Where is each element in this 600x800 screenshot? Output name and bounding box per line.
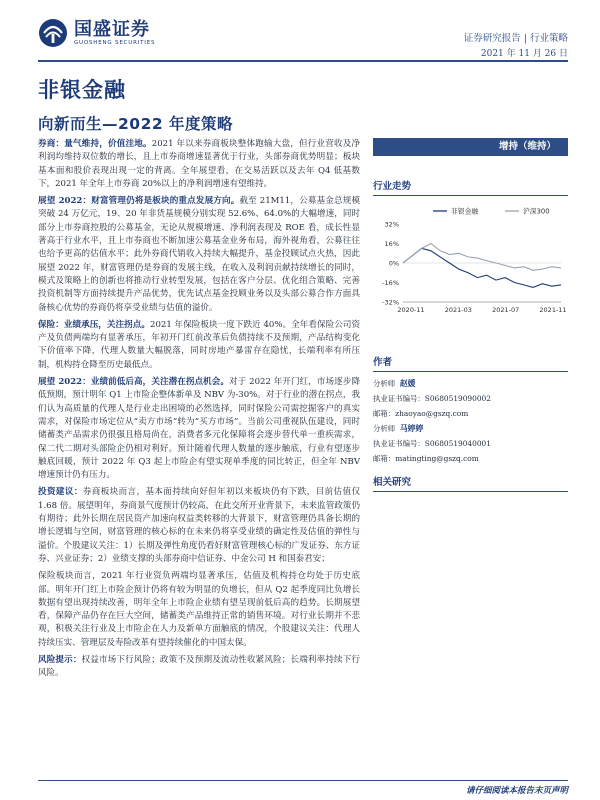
email-label: 邮箱： [373, 409, 396, 418]
license-label: 执业证书编号： [373, 439, 425, 448]
y-tick-label: 0% [388, 259, 399, 268]
author-heading: 作者 [373, 354, 568, 372]
report-header [0, 0, 600, 62]
paragraph-risk [38, 654, 360, 681]
author-role: 分析师 [373, 424, 396, 433]
footer-disclaimer: 请仔细阅读本报告末页声明 [465, 786, 568, 796]
paragraph-text: 对于 2022 年开门红，市场逐步降低预期，预计明年 Q1 上市险企整体新单及 NBV 为-30%。对于行业的潜在拐点，我们认为高质量的代理人是行业走出困境的必然选择，同时保险公司需挖掘客户的真实需求，对保险市场定位从“卖方市场”转为“买方市场”。当前公司重视队伍建设，同时储蓄类产品需求仍很强且格局尚在，消费者多元化保障将会逐步替代单一重疾需求，保二代二期对头部险企仍相对利好。预计随着代理人数量的逐步触底，行业有望逐步触底回暖，预计 2022 年 Q3 起上市险企有望实现单季度的同比转正，但全年 NBV 增速预计仍有压力。 [38, 377, 361, 481]
sidebar [373, 138, 568, 492]
paragraph-text: 2021 年以来券商板块整体跑输大盘，但行业营收及净利润均维持双位数的增长，且上市券商增速显著优于行业，头部券商优势明显；板块基本面和股价表现出现一定的背离。全年展望看，在交易活跃以及去年 Q4 低基数下，2021 年全年上市券商 20%以上的净利润增速有望维持。 [38, 139, 361, 189]
y-tick-label: -32% [382, 298, 399, 307]
x-tick-label: 2020-11 [397, 306, 425, 314]
paragraph-text: 截至 21M11，公募基金总规模突破 24 万亿元，19、20 年非货基规模分别实现 52.6%、64.0%的大幅增速，同时部分上市券商控股的公募基金，无论从规模增速、净利润表现及 ROE 看，成长性显著高于行业水平，且上市券商也不断加速公募基金业务布局，海外视角看，公募往往也给予更高的估值水平；此外券商代销收入持续大幅提升，基金投顾试点火热，因此展望 2022 年，财富管理仍是券商的发展主线，在收入及利润贡献持续增长的同时，模式及策略上的创新也将推动行业转型发展，包括在客户分层、优化组合策略、完善投资机制等方面持续提升产品优势，优先试点基金投顾业务以及头部公募合作方面具备核心优势的券商仍将享受业绩与估值的溢价。 [38, 196, 360, 313]
report-date: 2021 年 11 月 26 日 [480, 49, 568, 59]
report-type: 证券研究报告 | 行业策略 [463, 33, 568, 44]
paragraph-insurance [38, 319, 360, 372]
paragraph-text: 保险板块而言，2021 年行业资负两端均显著承压，估值及机构持仓均处于历史底部。明年开门红上市险企预计仍将有较为明显的负增长，但从 Q2 起季度同比负增长数据有望出现持续改善，明年全年上市险企业绩有望呈现前低后高的趋势。长期展望看，保障产品仍存在巨大空间，储蓄类产品维持正常的销售环境。对行业长期并不悲观，积极关注行业及上市险企在人力及新单方面触底的情况，个股建议关注：代理人持续压实、管理层及寿险改革有望持续催化的中国太保。 [38, 571, 360, 648]
x-tick-label: 2021-07 [492, 306, 520, 314]
trend-chart [373, 202, 568, 320]
y-tick-label: 32% [384, 220, 399, 229]
paragraph-lead: 投资建议： [38, 487, 83, 498]
x-tick-label: 2021-11 [539, 306, 567, 314]
legend-label: 沪深300 [523, 207, 550, 216]
paragraph-text: 2021 年保险板块一度下跌近 40%。全年看保险公司资产及负债两端均有显著承压，年初开门红前改革后负债持续不及预期，产品结构变化下价值率下降，代理人数量大幅脱落，同时房地产暴雷存在隐忧，长端利率有所压制，机构持仓降至历史最低点。 [38, 319, 360, 370]
paragraph-lead: 保险：业绩承压，关注拐点。 [38, 319, 150, 330]
rating-badge: 增持（维持） [373, 138, 568, 156]
related-research-heading: 相关研究 [373, 474, 568, 492]
paragraph-brokerage [38, 138, 360, 191]
author-list [373, 376, 568, 466]
author-name: 马婷婷 [399, 424, 424, 433]
sector-title: 非银金融 [38, 78, 126, 102]
author-role: 分析师 [373, 379, 396, 388]
paragraph-lead: 展望 2022：业绩前低后高，关注潜在拐点机会。 [38, 377, 230, 388]
paragraph-insurance-advice [38, 570, 360, 650]
license-number: S0680519090002 [424, 394, 491, 403]
author-name: 赵媛 [399, 379, 416, 388]
y-tick-label: -16% [382, 279, 399, 287]
logo-mark-icon [38, 18, 68, 48]
author-email[interactable]: matingting@gszq.com [395, 454, 479, 463]
series-line-hs300 [403, 244, 561, 271]
author-1 [373, 376, 568, 421]
author-email[interactable]: zhaoyao@gszq.com [395, 409, 469, 418]
series-line-nonbank [403, 248, 561, 287]
paragraph-outlook-brokerage [38, 195, 360, 315]
paragraph-investment-advice [38, 486, 360, 566]
trend-heading: 行业走势 [373, 178, 568, 196]
x-tick-label: 2021-03 [444, 306, 472, 314]
legend-label: 非银金融 [451, 207, 479, 216]
footer-divider [38, 780, 568, 781]
email-label: 邮箱： [373, 454, 396, 463]
logo-english: GUOSHENG SECURITIES [74, 40, 156, 46]
paragraph-text: 券商板块而言，基本面持续向好但年初以来板块仍有下跌，目前估值仅 1.68 倍。展望明年，券商景气度预计仍较高，在此交所开业背景下，未来监管政策仍有期待；此外长期在居民资产加速向权益类转移的大背景下，财富管理仍具备长期的增长逻辑与空间，财富管理的核心标的在未来仍将享受业绩的确定性及估值的弹性与溢价。个股建议关注：1）长期及弹性角度仍看好财富管理核心标的广发证券、东方证券、兴业证券；2）业绩支撑的头部券商中信证券、中金公司 H 和国泰君安； [38, 487, 361, 564]
header-divider [38, 60, 568, 62]
main-content [38, 138, 360, 685]
author-2 [373, 421, 568, 466]
paragraph-lead: 展望 2022：财富管理仍将是板块的重点发展方向。 [38, 196, 240, 207]
paragraph-lead: 券商：量气维持，价值洼地。 [38, 139, 152, 149]
logo-chinese: 国盛证券 [74, 19, 150, 40]
trend-chart-svg [373, 202, 568, 320]
report-title: 向新而生—2022 年度策略 [38, 115, 234, 133]
paragraph-outlook-insurance [38, 376, 360, 482]
license-number: S0680519040001 [424, 439, 491, 448]
paragraph-lead: 风险提示： [38, 654, 82, 665]
paragraph-text: 权益市场下行风险；政策不及预期及流动性收紧风险；长端利率持续下行风险。 [38, 654, 361, 679]
y-tick-label: 16% [384, 240, 399, 248]
license-label: 执业证书编号： [373, 394, 425, 403]
company-logo [38, 18, 155, 48]
